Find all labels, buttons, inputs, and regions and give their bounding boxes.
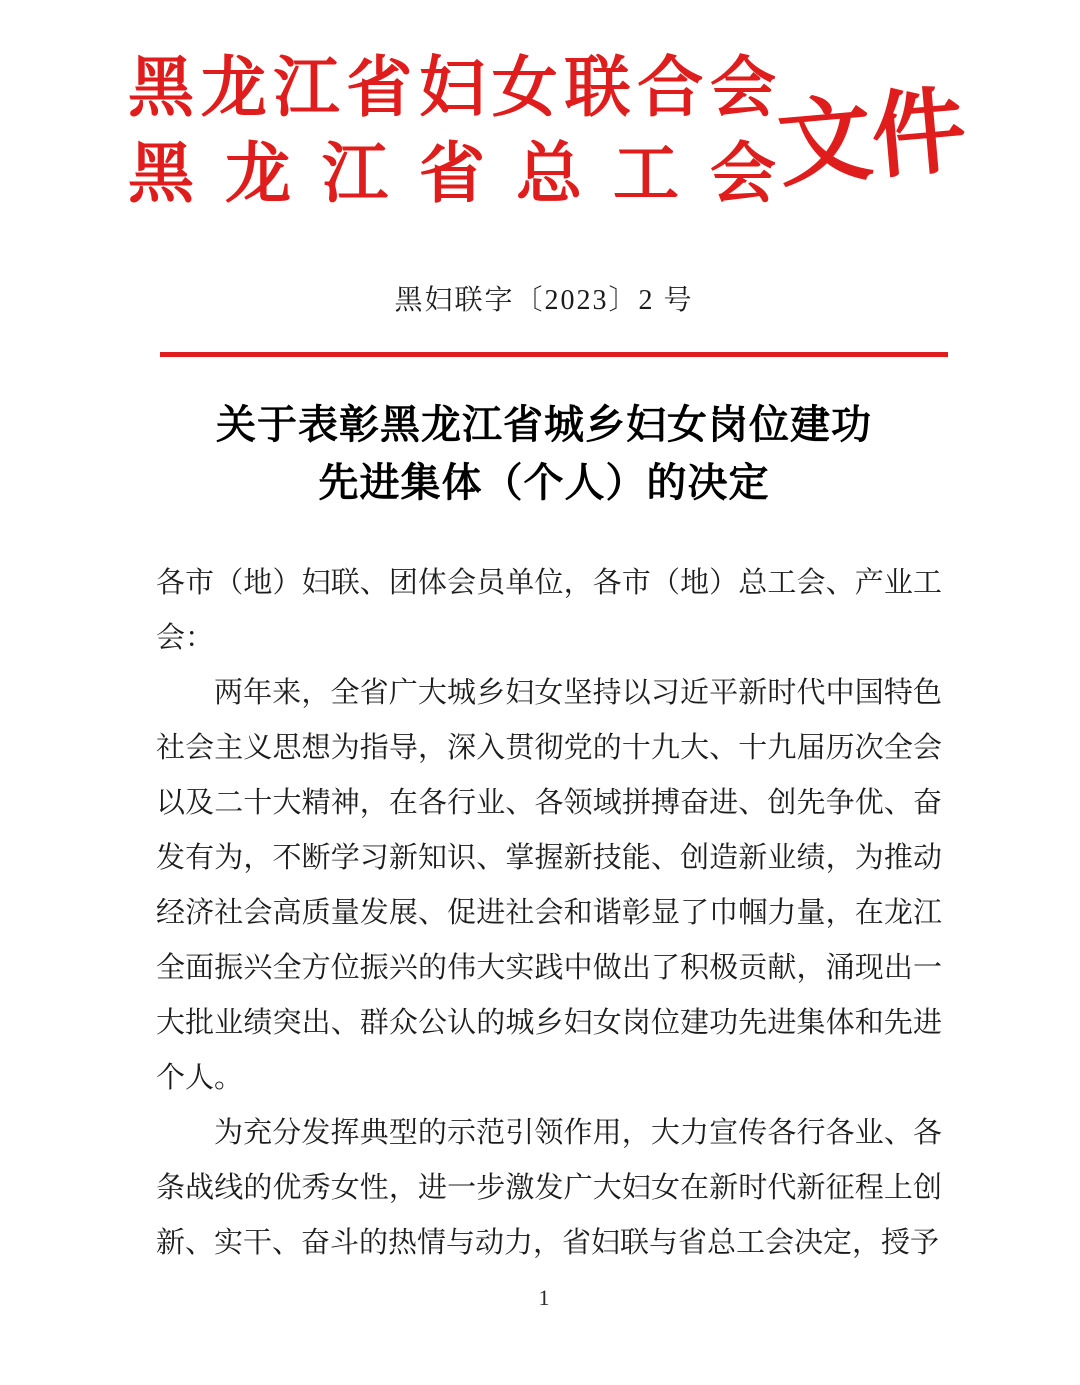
doc-number: 黑妇联字〔2023〕2 号 bbox=[394, 285, 694, 316]
document-word-label: 文件 bbox=[773, 79, 971, 199]
body-paragraph-2: 为充分发挥典型的示范引领作用，大力宣传各行各业、各条战线的优秀女性，进一步激发广大妇女在新时代新征程上创新、实干、奋斗的热情与动力，省妇联与省总工会决定，授予 bbox=[156, 1117, 942, 1259]
org-name-line2: 黑龙江省总工会 bbox=[128, 138, 776, 211]
salutation-line: 各市（地）妇联、团体会员单位，各市（地）总工会、产业工会： bbox=[156, 567, 942, 654]
body-paragraph-1: 两年来，全省广大城乡妇女坚持以习近平新时代中国特色社会主义思想为指导，深入贯彻党的十九大、十九届历次全会以及二十大精神，在各行业、各领域拼搏奋进、创先争优、奋发有为，不断学习新知识、掌握新技能、创造新业绩，为推动经济社会高质量发展、促进社会和谐彰显了巾帼力量，在龙江全面振兴全方位振兴的伟大实践中做出了积极贡献，涌现出一大批业绩突出、群众公认的城乡妇女岗位建功先进集体和先进个人。 bbox=[156, 677, 942, 1094]
page-number: 1 bbox=[538, 1285, 550, 1310]
document-body bbox=[156, 556, 942, 1271]
document-title bbox=[148, 396, 940, 512]
document-title-line1: 关于表彰黑龙江省城乡妇女岗位建功 bbox=[216, 402, 872, 447]
page-footer bbox=[148, 1284, 940, 1312]
org-name-line1: 黑龙江省妇女联合会 bbox=[128, 52, 776, 125]
document-title-line2: 先进集体（个人）的决定 bbox=[318, 460, 770, 505]
letterhead bbox=[128, 46, 776, 218]
red-divider-rule bbox=[160, 352, 948, 357]
